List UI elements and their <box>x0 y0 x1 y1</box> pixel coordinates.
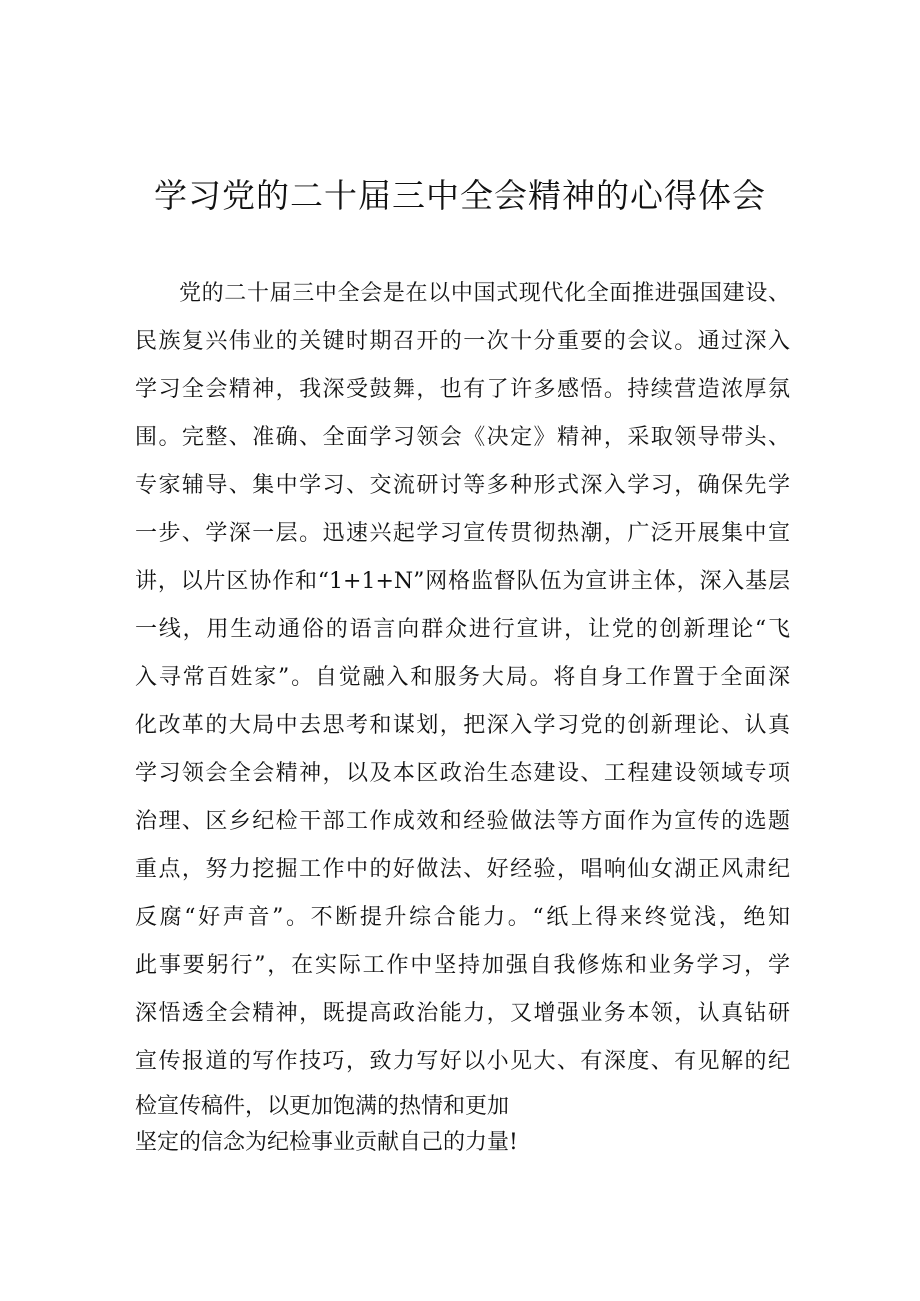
text-line: 坚定的信念为纪检事业贡献自己的力量! <box>135 1130 518 1155</box>
text-line: 专家辅导、集中学习、交流研讨等多种形式深入学习，确保先学 <box>135 473 790 498</box>
text-line: 入寻常百姓家”。自觉融入和服务大局。将自身工作置于全面深 <box>135 665 790 690</box>
text-line: 重点，努力挖掘工作中的好做法、好经验，唱响仙女湖正风肃纪 <box>135 857 790 882</box>
text-line: 讲，以片区协作和“1+1+N”网格监督队伍为宣讲主体，深入基层 <box>135 569 790 594</box>
body-paragraph <box>135 270 790 1160</box>
text-line: 学习全会精神，我深受鼓舞，也有了许多感悟。持续营造浓厚氛 <box>135 377 790 402</box>
document-title: 学习党的二十届三中全会精神的心得体会 <box>154 176 766 215</box>
text-line: 学习领会全会精神，以及本区政治生态建设、工程建设领域专项 <box>135 761 790 786</box>
text-line: 化改革的大局中去思考和谋划，把深入学习党的创新理论、认真 <box>135 713 790 738</box>
text-line: 检宣传稿件，以更加饱满的热情和更加 <box>135 1094 510 1119</box>
text-line: 治理、区乡纪检干部工作成效和经验做法等方面作为宣传的选题 <box>135 809 790 834</box>
text-line: 民族复兴伟业的关键时期召开的一次十分重要的会议。通过深入 <box>135 329 790 354</box>
text-line: 党的二十届三中全会是在以中国式现代化全面推进强国建设、 <box>179 281 790 306</box>
text-line: 一步、学深一层。迅速兴起学习宣传贯彻热潮，广泛开展集中宣 <box>135 521 790 546</box>
text-line: 一线，用生动通俗的语言向群众进行宣讲，让党的创新理论“飞 <box>135 617 790 642</box>
text-line: 深悟透全会精神，既提高政治能力，又增强业务本领，认真钻研 <box>135 1001 790 1026</box>
text-line: 此事要躬行”，在实际工作中坚持加强自我修炼和业务学习，学 <box>135 953 790 978</box>
text-line: 宣传报道的写作技巧，致力写好以小见大、有深度、有见解的纪 <box>135 1049 790 1074</box>
text-line: 围。完整、准确、全面学习领会《决定》精神，采取领导带头、 <box>135 425 790 450</box>
text-line: 反腐“好声音”。不断提升综合能力。“纸上得来终觉浅，绝知 <box>135 905 790 930</box>
